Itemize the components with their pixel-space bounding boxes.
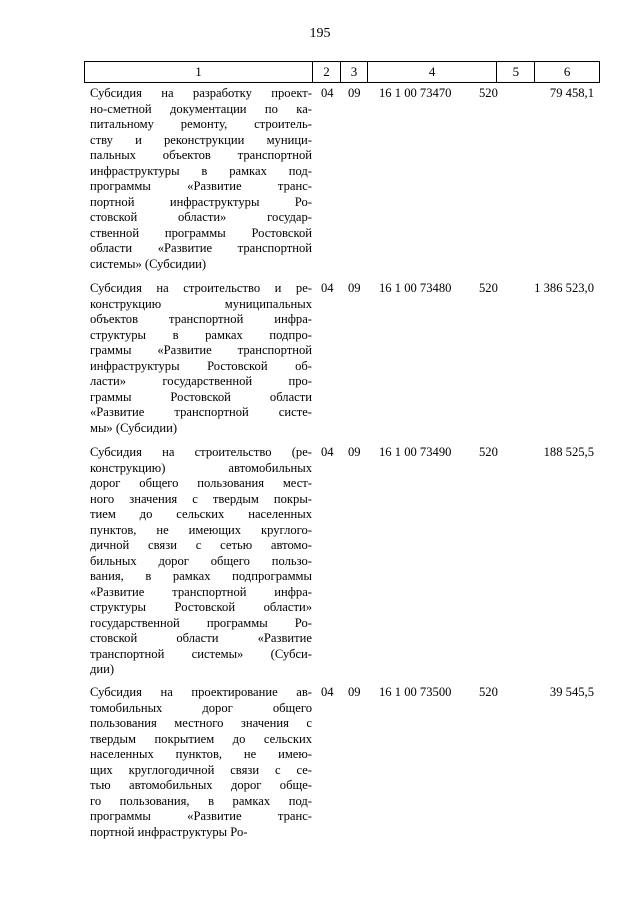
- target-article-code: 16 1 00 73480: [379, 281, 452, 295]
- header-col-2: 2: [313, 62, 341, 82]
- section-code: 04: [321, 281, 334, 295]
- target-article-code: 16 1 00 73500: [379, 685, 452, 699]
- description-line: области «Развитие транспортной: [90, 241, 312, 255]
- description-line: программы «Развитие транс-: [90, 179, 312, 193]
- subsection-code: 09: [348, 685, 361, 699]
- table-row: [84, 281, 600, 436]
- description-line: бильных дорог общего пользо-: [90, 553, 312, 568]
- header-col-1: 1: [85, 62, 313, 82]
- description-line: томобильных дорог общего: [90, 700, 312, 715]
- amount: 188 525,5: [543, 445, 594, 459]
- description-line: твердым покрытием до сельских: [90, 731, 312, 746]
- description-line: граммы Ростовской области: [90, 389, 312, 404]
- description-line: Субсидия на строительство (ре-: [90, 445, 312, 459]
- description-line: «Развитие транспортной систе-: [90, 405, 312, 419]
- description-line: Субсидия на строительство и ре-: [90, 281, 312, 295]
- description-line: транспортной системы» (Субси-: [90, 646, 312, 661]
- row-description: [84, 281, 312, 436]
- description-line: тием до сельских населенных: [90, 507, 312, 521]
- description-line: государственной программы Ро-: [90, 615, 312, 630]
- description-line: системы» (Субсидии): [90, 256, 207, 271]
- section-code: 04: [321, 445, 334, 459]
- description-line: ству и реконструкции муници-: [90, 132, 312, 147]
- expense-type-code: 520: [479, 86, 498, 100]
- description-line: портной инфраструктуры Ро-: [90, 824, 248, 839]
- table-row: [84, 445, 600, 678]
- description-line: конструкцию муниципальных: [90, 296, 312, 311]
- expense-type-code: 520: [479, 445, 498, 459]
- table-row: [84, 685, 600, 840]
- row-description: [84, 86, 312, 272]
- description-line: пунктов, не имеющих круглого-: [90, 522, 312, 537]
- description-line: ласти» государственной про-: [90, 374, 312, 388]
- amount: 39 545,5: [549, 685, 594, 699]
- description-line: объектов транспортной инфра-: [90, 312, 312, 326]
- description-line: но-сметной документации по ка-: [90, 101, 312, 116]
- description-line: щих круглогодичной связи с се-: [90, 762, 312, 777]
- description-line: структуры в рамках подпро-: [90, 327, 312, 342]
- header-col-4: 4: [368, 62, 498, 82]
- description-line: Субсидия на проектирование ав-: [90, 685, 312, 699]
- description-line: Субсидия на разработку проект-: [90, 86, 312, 100]
- description-line: тью автомобильных дорог обще-: [90, 778, 312, 792]
- header-col-6: 6: [563, 64, 571, 79]
- section-code: 04: [321, 685, 334, 699]
- description-line: вания, в рамках подпрограммы: [90, 569, 312, 583]
- page-number: 195: [309, 26, 331, 41]
- description-line: го пользования, в рамках под-: [90, 793, 312, 808]
- subsection-code: 09: [348, 86, 361, 100]
- subsection-code: 09: [348, 445, 361, 459]
- description-line: пользования местного значения с: [90, 716, 312, 730]
- description-line: ственной программы Ростовской: [90, 225, 312, 240]
- description-line: пальных объектов транспортной: [90, 148, 312, 162]
- amount: 79 458,1: [549, 86, 594, 100]
- description-line: конструкцию) автомобильных: [90, 460, 312, 475]
- target-article-code: 16 1 00 73470: [379, 86, 452, 100]
- description-line: дорог общего пользования мест-: [90, 476, 312, 490]
- description-line: программы «Развитие транс-: [90, 809, 312, 823]
- description-line: портной инфраструктуры Ро-: [90, 194, 312, 209]
- description-line: питальному ремонту, строитель-: [90, 117, 312, 131]
- amount: 1 386 523,0: [534, 281, 594, 295]
- row-description: [84, 445, 312, 678]
- description-line: инфраструктуры Ростовской об-: [90, 358, 312, 373]
- section-code: 04: [321, 86, 334, 100]
- description-line: ного значения с твердым покры-: [90, 491, 312, 506]
- description-line: мы» (Субсидии): [90, 420, 178, 435]
- row-description: [84, 685, 312, 840]
- description-line: структуры Ростовской области»: [90, 600, 312, 614]
- header-col-5: 5: [497, 62, 535, 82]
- expense-type-code: 520: [479, 685, 498, 699]
- description-line: населенных пунктов, не имею-: [90, 747, 312, 761]
- table-header: [84, 61, 600, 83]
- subsection-code: 09: [348, 281, 361, 295]
- description-line: инфраструктуры в рамках под-: [90, 163, 312, 178]
- description-line: стовской области» государ-: [90, 210, 312, 224]
- description-line: дичной связи с сетью автомо-: [90, 538, 312, 552]
- table-row: [84, 86, 600, 272]
- description-line: граммы «Развитие транспортной: [90, 343, 312, 357]
- description-line: «Развитие транспортной инфра-: [90, 584, 312, 599]
- description-line: дии): [90, 662, 115, 676]
- expense-type-code: 520: [479, 281, 498, 295]
- description-line: стовской области «Развитие: [90, 631, 312, 645]
- target-article-code: 16 1 00 73490: [379, 445, 452, 459]
- header-col-3: 3: [341, 62, 368, 82]
